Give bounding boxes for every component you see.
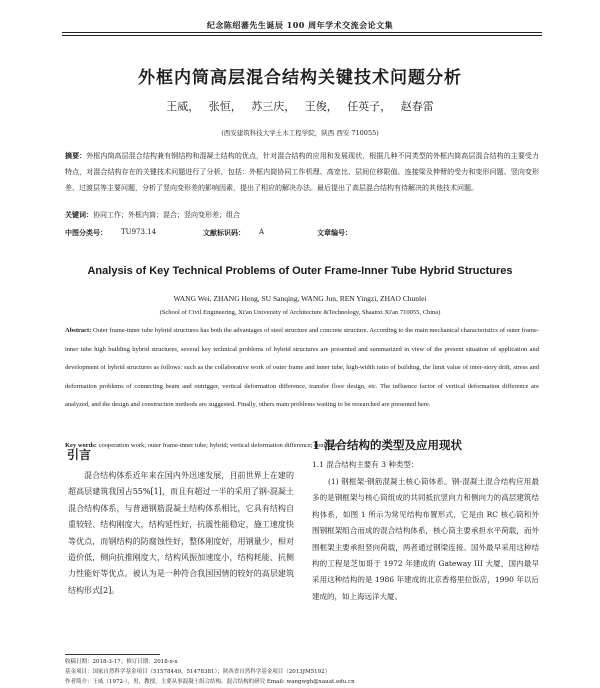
title-cn: 外框内筒高层混合结构关键技术问题分析 — [138, 68, 462, 88]
section1-text: (1) 钢框架-钢筋混凝土核心筒体系。钢-混凝土混合结构应用最多的是钢框架与核心筒组成的共同抵抗竖向力和侧向力的高层建筑结构体系，如图 1 所示为常见结构布置形式，它是由 RC 核心筒和外围钢框架组合而成的混合结构体系，核心筒主要承担水平荷载，而外围框架主要承担竖向荷载，两者通过钢梁连接。国外最早采用这种结构的工程是芝加哥于 1972 年建成的 Gateway III 大厦，国内最早采用这种结构的是 1986 年建成的北京香格里拉饭店，1990 年以后建成的，如上海远洋大厦、 — [312, 477, 539, 601]
doc-code-value: A — [259, 228, 265, 236]
footnote-rule — [65, 654, 160, 655]
doc-code-label: 文献标识码： — [203, 228, 245, 237]
abstract-cn-text: 外框内筒高层混合结构兼有钢结构和混凝土结构的优点，针对混合结构的应用和发展现状，根据几种不同类型的外框内筒高层混合结构的主要受力特点，对混合结构存在的关键技术问题进行了分析，包括：外框内筒协同工作机理、高宽比、层间位移限值、连接梁及伸臂的受力和变形问题、竖向变形差、过渡层等主要问题，分析了竖向变形差的影响因素，提出了相应的解决办法。最后提出了高层混合结构有待解决的其他技术问题。 — [65, 152, 540, 192]
keywords-cn — [65, 207, 539, 223]
affiliation-en: (School of Civil Engineering, Xi'an University of Architecture &Technology, Shaanxi Xi'an 710055, China) — [159, 309, 441, 316]
keywords-en — [65, 442, 539, 449]
footnote-received: 收稿日期：2018-3-17；修订日期：2018-x-x — [65, 659, 178, 665]
intro-heading: 引言 — [67, 448, 92, 462]
authors-cn: 王威， 张恒， 苏三庆， 王俊， 任英子， 赵春雷 — [166, 100, 434, 113]
header-rule-double — [62, 35, 542, 36]
abstract-en-label: Abstract: — [65, 327, 92, 334]
clc-value: TU973.14 — [121, 228, 157, 236]
title-en: Analysis of Key Technical Problems of Outer Frame-Inner Tube Hybrid Structures — [87, 265, 513, 277]
keywords-en-text: cooperation work; outer frame-inner tube; hybrid; vertical deformation difference; composite — [98, 442, 341, 449]
article-number-label: 文章编号： — [317, 228, 352, 237]
abstract-cn — [65, 148, 539, 196]
affiliation-cn: (西安建筑科技大学土木工程学院，陕西 西安 710055) — [221, 129, 379, 137]
classification-row — [65, 228, 539, 240]
section1-heading: 1 混合结构的类型及应用现状 — [312, 438, 463, 452]
footnote-author-bio: 作者简介：王威（1972-），男，教授，主要从事混凝土组合结构、混合结构的研究 Email: wangwgh@xauat.edu.cn — [65, 679, 355, 685]
keywords-en-label: Key words: — [65, 442, 97, 449]
section1-subheading: 1.1 混合结构主要有 3 种类型： — [312, 460, 419, 469]
clc-label: 中图分类号： — [65, 228, 107, 237]
header-rule — [62, 32, 542, 33]
authors-en: WANG Wei, ZHANG Heng, SU Sanqing, WANG Jun, REN Yingzi, ZHAO Chunlei — [173, 294, 427, 303]
running-head: 纪念陈绍蕃先生诞辰 100 周年学术交流会论文集 — [206, 20, 394, 30]
abstract-en-text: Outer frame-inner tube hybrid structures has both the advantages of steel structure and concrete structure. According to the main mechanical characteristics of outer frame-inner tube high building hybrid structures, several key technical problems of hybrid structures are presented and summarized in view of the present situation of application and development of hybrid structures as follows: such as the collaborative work of outer frame and inner tube, high-width ratio of building, the limit value of inter-story drift, stress and deformation problems of connecting beam and outrigger, vertical deformation difference, transfer floor design, etc. The influence factor of vertical deformation difference are analyzed, and the design and construction methods are suggested. Finally, others main problems waiting to be researched are presented here. — [65, 327, 539, 409]
abstract-cn-label: 摘要： — [65, 151, 87, 160]
footnote-funding: 基金项目：国家自然科学基金项目（51578449，51478381）；陕西省自然科学基金项目（2013JM5192） — [65, 669, 331, 675]
abstract-en — [65, 322, 539, 415]
keywords-cn-label: 关键词： — [65, 210, 93, 219]
intro-text: 混合结构体系近年来在国内外迅速发展，目前世界上在建的超高层建筑我国占55%[1]，而且有超过一半的采用了钢-混凝土混合结构体系，与普通钢筋混凝土结构体系相比，它具有结构自重较轻、结构刚度大，结构延性好，抗震性能稳定，施工速度快等优点，而钢结构的防腐蚀性好，整体刚度好，用钢量少，相对造价低，侧向抗推刚度大，结构风振加速度小，结构耗能、抗侧力性能好等优点。被认为是一种符合我国国情的较好的高层建筑结构形式[2]。 — [68, 471, 294, 595]
keywords-cn-text: 协同工作；外框内筒；混合；竖向变形差；组合 — [93, 211, 240, 219]
